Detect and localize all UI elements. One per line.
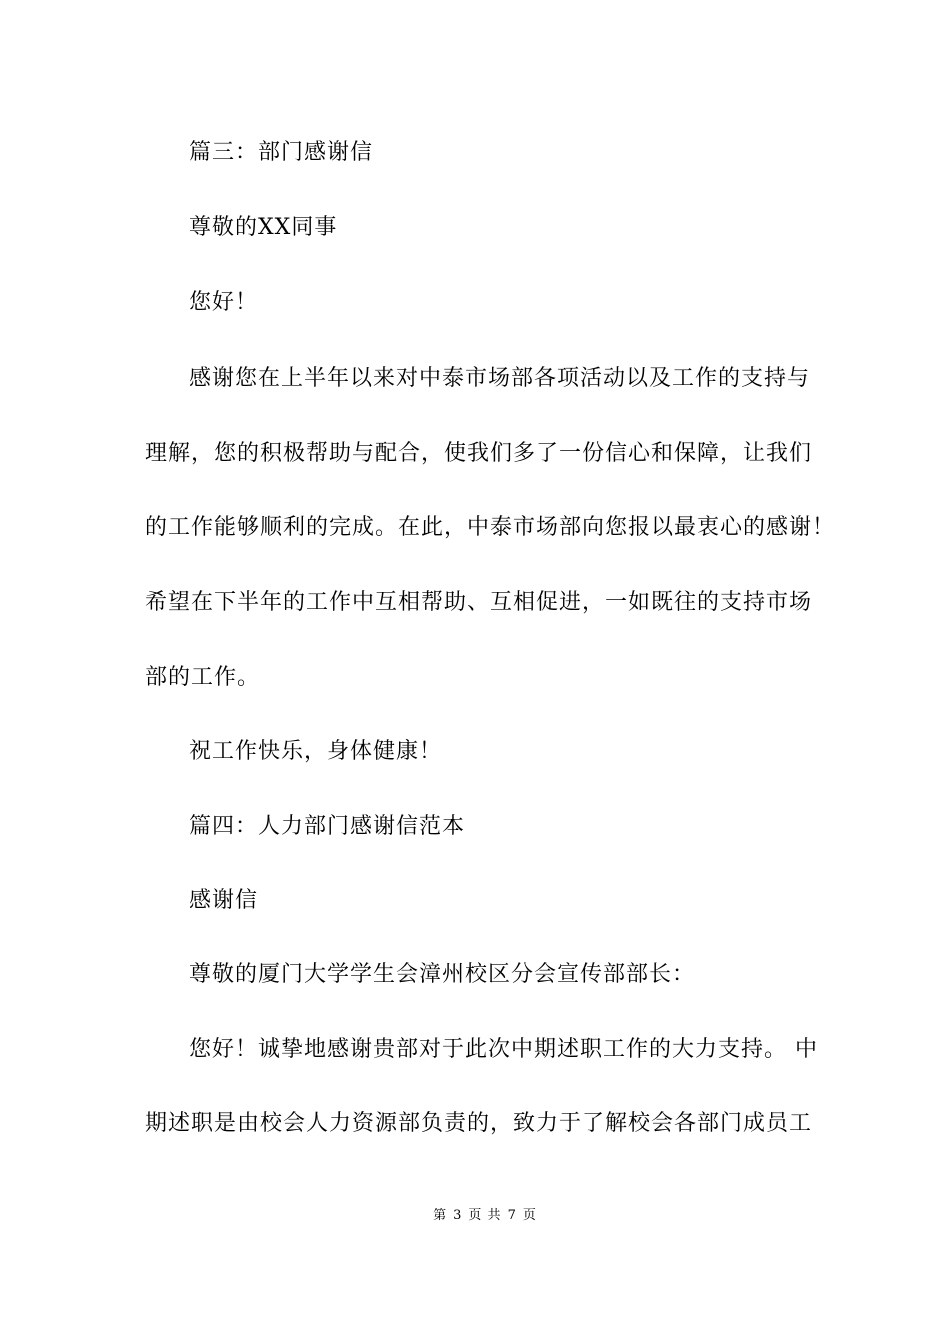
paragraph-line: 期述职是由校会人力资源部负责的，致力于了解校会各部门成员工 xyxy=(145,1111,813,1136)
salutation: 尊敬的XX同事 xyxy=(189,215,338,240)
salutation: 尊敬的厦门大学学生会漳州校区分会宣传部部长： xyxy=(189,962,696,987)
footer-total-pages: 7 xyxy=(507,1208,517,1223)
closing-wish: 祝工作快乐，身体健康！ xyxy=(189,739,443,764)
paragraph-line: 您好！诚挚地感谢贵部对于此次中期述职工作的大力支持。 中 xyxy=(189,1037,818,1062)
paragraph-line: 希望在下半年的工作中互相帮助、互相促进，一如既往的支持市场 xyxy=(145,590,813,615)
letter-title: 感谢信 xyxy=(189,888,259,913)
section-heading-4: 篇四：人力部门感谢信范本 xyxy=(189,814,466,839)
paragraph-line: 的工作能够顺利的完成。在此，中泰市场部向您报以最衷心的感谢！ xyxy=(145,515,836,540)
footer-middle: 页 共 xyxy=(468,1208,502,1223)
greeting: 您好！ xyxy=(189,290,259,315)
page-footer xyxy=(0,1207,950,1225)
footer-current-page: 3 xyxy=(453,1208,463,1223)
footer-suffix: 页 xyxy=(522,1208,537,1223)
paragraph-line: 部的工作。 xyxy=(145,665,261,690)
paragraph-line: 感谢您在上半年以来对中泰市场部各项活动以及工作的支持与 xyxy=(189,366,811,391)
paragraph-line: 理解，您的积极帮助与配合，使我们多了一份信心和保障，让我们 xyxy=(145,441,813,466)
section-heading-3: 篇三：部门感谢信 xyxy=(189,140,374,165)
footer-prefix: 第 xyxy=(433,1208,448,1223)
